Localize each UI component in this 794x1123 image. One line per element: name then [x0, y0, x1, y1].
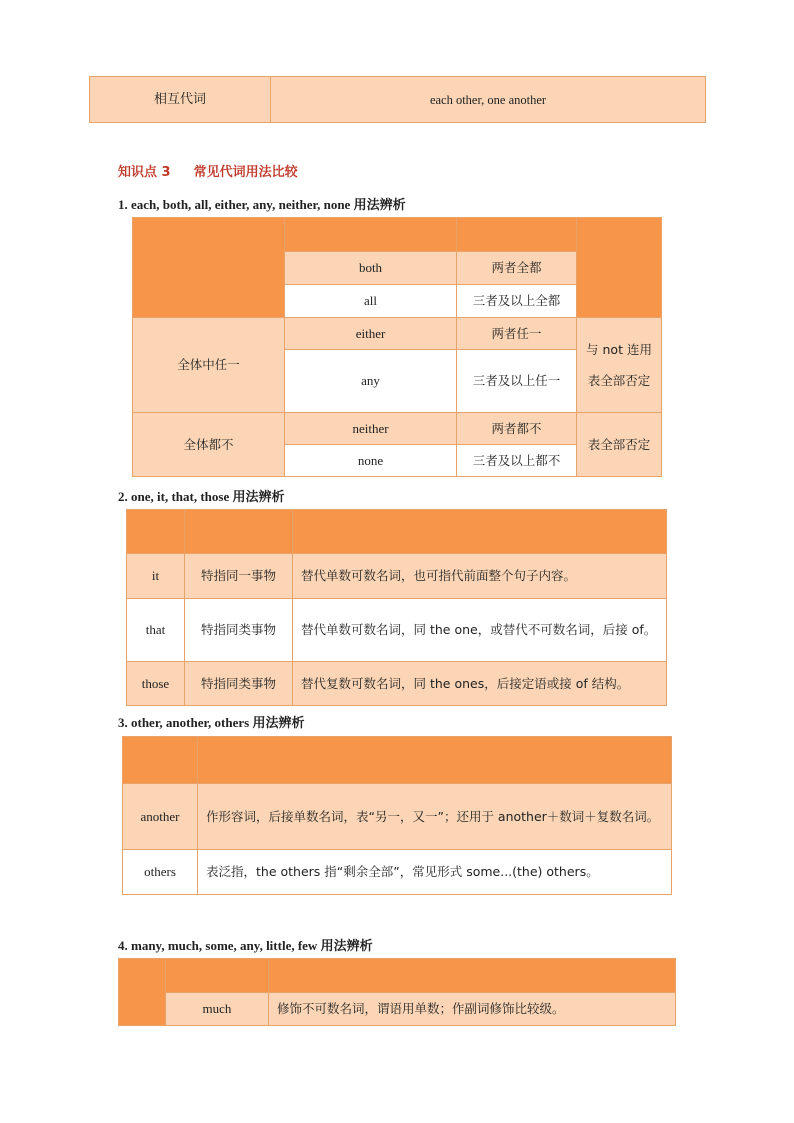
reciprocal-label: 相互代词 [90, 77, 271, 123]
table-row [123, 850, 672, 895]
usage-it: 替代单数可数名词，也可指代前面整个句子内容。 [293, 554, 667, 599]
section2-header-usage [293, 510, 667, 554]
section1-header-corner [133, 218, 285, 318]
word-any: any [285, 350, 457, 413]
reciprocal-value: each other, one another [271, 77, 706, 123]
section4-header-usage [269, 959, 676, 993]
meaning-either: 两者任一 [457, 318, 577, 350]
section2-header-sense [185, 510, 293, 554]
group-either: 全体中任一 [133, 318, 285, 413]
sense-those: 特指同类事物 [185, 662, 293, 706]
word-that: that [127, 599, 185, 662]
section4-table [118, 958, 676, 1026]
table-row [127, 599, 667, 662]
section2-table [126, 509, 667, 706]
reciprocal-table [89, 76, 706, 123]
section1-heading-cn: 用法辨析 [353, 198, 406, 213]
meaning-all: 三者及以上全都 [457, 285, 577, 318]
note-either: 与 not 连用表全部否定 [577, 318, 662, 413]
section4-heading-cn: 用法辨析 [320, 939, 373, 954]
table-row [127, 554, 667, 599]
knowledge-point-title: 常见代词用法比较 [193, 165, 298, 180]
section4-heading-en: 4. many, much, some, any, little, few [118, 938, 318, 953]
section1-header-note [577, 218, 662, 318]
group-neither: 全体都不 [133, 413, 285, 477]
section3-heading [118, 712, 304, 731]
section3-table [122, 736, 672, 895]
section4-heading [118, 935, 373, 954]
word-those: those [127, 662, 185, 706]
section1-header-meaning [457, 218, 577, 252]
section2-header-word [127, 510, 185, 554]
usage-others: 表泛指，the others 指“剩余全部”，常见形式 some...(the) others。 [198, 850, 672, 895]
word-it: it [127, 554, 185, 599]
meaning-neither: 两者都不 [457, 413, 577, 445]
note-neither: 表全部否定 [577, 413, 662, 477]
word-either: either [285, 318, 457, 350]
section4-header-word [166, 959, 269, 993]
section4-header-corner [119, 959, 166, 1026]
sense-that: 特指同类事物 [185, 599, 293, 662]
table-row [127, 662, 667, 706]
word-others: others [123, 850, 198, 895]
word-none: none [285, 445, 457, 477]
usage-another: 作形容词，后接单数名词，表“另一，又一”；还用于 another＋数词＋复数名词。 [198, 784, 672, 850]
section1-heading [118, 194, 406, 213]
table-row [123, 784, 672, 850]
meaning-both: 两者全都 [457, 252, 577, 285]
knowledge-point-number: 知识点 3 [118, 165, 171, 180]
word-another: another [123, 784, 198, 850]
section3-heading-en: 3. other, another, others [118, 715, 250, 730]
section2-heading-en: 2. one, it, that, those [118, 489, 230, 504]
section3-header-usage [198, 737, 672, 784]
word-all: all [285, 285, 457, 318]
sense-it: 特指同一事物 [185, 554, 293, 599]
usage-those: 替代复数可数名词，同 the ones，后接定语或接 of 结构。 [293, 662, 667, 706]
meaning-any: 三者及以上任一 [457, 350, 577, 413]
section3-header-word [123, 737, 198, 784]
usage-that: 替代单数可数名词，同 the one，或替代不可数名词，后接 of。 [293, 599, 667, 662]
knowledge-point-heading [118, 161, 298, 180]
table-row [119, 993, 676, 1026]
section3-heading-cn: 用法辨析 [252, 716, 305, 731]
section1-table [132, 217, 662, 477]
section2-heading [118, 486, 284, 505]
section2-heading-cn: 用法辨析 [232, 490, 285, 505]
word-neither: neither [285, 413, 457, 445]
word-much: much [166, 993, 269, 1026]
meaning-none: 三者及以上都不 [457, 445, 577, 477]
word-both: both [285, 252, 457, 285]
section1-header-word [285, 218, 457, 252]
section1-heading-en: 1. each, both, all, either, any, neither, none [118, 197, 351, 212]
usage-much: 修饰不可数名词，谓语用单数；作副词修饰比较级。 [269, 993, 676, 1026]
